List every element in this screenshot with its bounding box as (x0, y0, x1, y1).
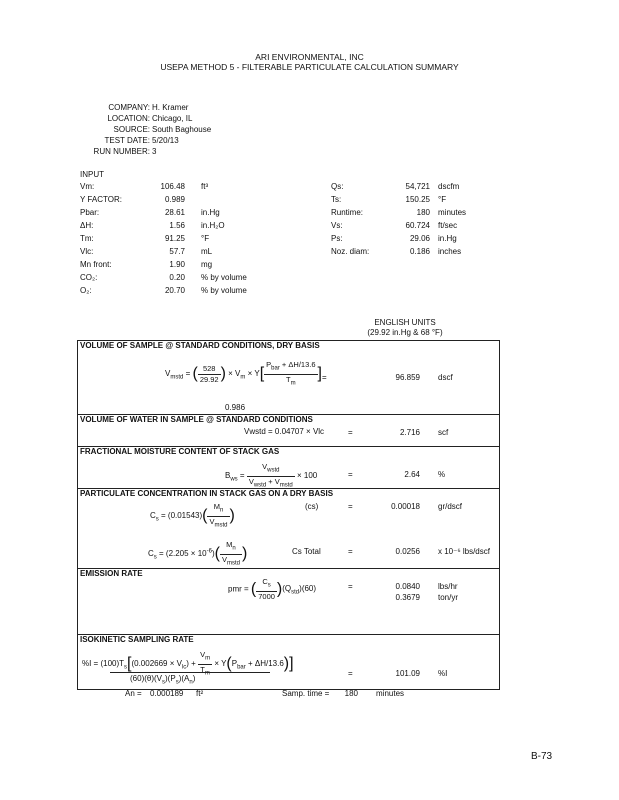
input-unit: °F (201, 234, 210, 243)
input-heading: INPUT (80, 170, 104, 179)
vol-water-value: 2.716 (399, 428, 420, 437)
sample-time-value: 180 (344, 689, 358, 698)
input-unit: in.H₂O (201, 221, 225, 230)
particulate-row2-label: Cs Total (292, 547, 321, 556)
input-value: 91.25 (164, 234, 185, 243)
input-label: Y FACTOR: (80, 195, 122, 204)
particulate-row2-value: 0.0256 (395, 547, 420, 556)
input-label: Runtime: (331, 208, 364, 217)
input-label: Pbar: (80, 208, 100, 217)
particulate-formula-1: $C_s = (0.01543)$( $\frac{M_n}{V_{mstd}}$ ) (150, 502, 235, 528)
input-value: 1.56 (169, 221, 185, 230)
input-label: Qs: (331, 182, 344, 191)
vol-std-unit: dscf (438, 373, 453, 382)
isokinetic-formula: $\%I = (100)T_s[(0.002669 \times V_{lc})$ + $\frac{V_m}{T_m}$ × $Y(P_{bar} + \Delta H/13.6)$] (82, 650, 294, 676)
units-header-line1: ENGLISH UNITS (374, 318, 436, 327)
isokinetic-unit: %I (438, 669, 448, 678)
particulate-row1-value: 0.00018 (391, 502, 420, 511)
input-value: 150.25 (405, 195, 430, 204)
input-label: Vm: (80, 182, 95, 191)
sample-time-label: Samp. time = (282, 689, 330, 698)
input-unit: inches (438, 247, 462, 256)
input-value: 28.61 (164, 208, 185, 217)
input-unit: ft/sec (438, 221, 458, 230)
input-value: 0.186 (409, 247, 430, 256)
input-value: 60.724 (405, 221, 430, 230)
vol-water-unit: scf (438, 428, 449, 437)
input-unit: dscfm (438, 182, 460, 191)
moisture-value: 2.64 (404, 470, 420, 479)
nozzle-area-label: An = (125, 689, 142, 698)
source-value: South Baghouse (152, 125, 212, 134)
input-unit: ft³ (201, 182, 209, 191)
isokinetic-value: 101.09 (395, 669, 420, 678)
input-unit: °F (438, 195, 447, 204)
vol-std-value: 96.859 (395, 373, 420, 382)
input-label: Vlc: (80, 247, 94, 256)
particulate-formula-2: $C_s = (2.205 \times 10^{-6})$( $\frac{M_n}{V_{mstd}}$ ) (148, 540, 248, 566)
location-value: Chicago, IL (152, 114, 193, 123)
emission-value-2: 0.3679 (395, 593, 420, 602)
input-label: Mn front: (80, 260, 112, 269)
test-date-label: TEST DATE: (104, 136, 150, 145)
vol-water-formula: Vwstd = 0.04707 × Vlc (244, 427, 325, 436)
input-unit: minutes (438, 208, 467, 217)
moisture-formula: $B_{ws}$ = $\frac{V_{wstd}}{V_{wstd} + V_{mstd}}$ × 100 (225, 462, 318, 488)
company-label: COMPANY: (108, 103, 150, 112)
location-label: LOCATION: (107, 114, 150, 123)
particulate-title: PARTICULATE CONCENTRATION IN STACK GAS ON A DRY BASIS (80, 489, 334, 498)
run-number-value: 3 (152, 147, 157, 156)
vol-water-title: VOLUME OF WATER IN SAMPLE @ STANDARD CONDITIONS (80, 415, 313, 424)
vol-std-note: 0.986 (225, 403, 246, 412)
company-name: ARI ENVIRONMENTAL, INC (255, 52, 364, 62)
emission-unit-2: ton/yr (438, 593, 459, 602)
input-value: 106.48 (160, 182, 185, 191)
input-value: 0.20 (169, 273, 185, 282)
source-label: SOURCE: (113, 125, 150, 134)
particulate-row2-unit: x 10⁻⁶ lbs/dscf (438, 547, 490, 556)
isokinetic-title: ISOKINETIC SAMPLING RATE (80, 635, 194, 644)
input-value: 1.90 (169, 260, 185, 269)
units-header-line2: (29.92 in.Hg & 68 °F) (367, 328, 443, 337)
particulate-row1-unit: gr/dscf (438, 502, 463, 511)
input-label: CO₂: (80, 273, 98, 282)
moisture-unit: % (438, 470, 446, 479)
input-unit: % by volume (201, 273, 247, 282)
emission-value-1: 0.0840 (395, 582, 420, 591)
input-label: Vs: (331, 221, 343, 230)
input-label: Ps: (331, 234, 343, 243)
input-unit: mL (201, 247, 213, 256)
isokinetic-denominator: $(60)(\theta)(V_s)(P_s)(A_n)$ (130, 674, 196, 686)
input-unit: mg (201, 260, 213, 269)
input-label: ΔH: (80, 221, 94, 230)
input-value: 29.06 (409, 234, 430, 243)
emission-unit-1: lbs/hr (438, 582, 458, 591)
input-unit: % by volume (201, 286, 247, 295)
nozzle-area-value: 0.000189 (150, 689, 184, 698)
input-label: Ts: (331, 195, 342, 204)
input-value: 54,721 (405, 182, 430, 191)
run-number-label: RUN NUMBER: (93, 147, 150, 156)
vol-std-title: VOLUME OF SAMPLE @ STANDARD CONDITIONS, DRY BASIS (80, 341, 320, 350)
emission-title: EMISSION RATE (80, 569, 143, 578)
report-title: USEPA METHOD 5 - FILTERABLE PARTICULATE CALCULATION SUMMARY (160, 62, 459, 72)
input-value: 57.7 (169, 247, 185, 256)
vol-std-formula: $V_{mstd}$ = ( $\frac{528}{29.92}$ ) × $V_m \times Y$[ $\frac{P_{bar} + \Delta H/13.6}{T_m}$ ] (165, 360, 322, 386)
input-label: O₂: (80, 286, 92, 295)
input-label: Noz. diam: (331, 247, 370, 256)
input-value: 0.989 (164, 195, 185, 204)
input-unit: in.Hg (201, 208, 220, 217)
company-value: H. Kramer (152, 103, 189, 112)
input-value: 180 (416, 208, 430, 217)
input-value: 20.70 (164, 286, 185, 295)
moisture-title: FRACTIONAL MOISTURE CONTENT OF STACK GAS (80, 447, 280, 456)
page-number: B-73 (531, 751, 553, 762)
test-date-value: 5/20/13 (152, 136, 179, 145)
emission-formula: pmr = ( $\frac{C_s}{7000}$ )$(Q_{std})(60)$ (228, 577, 317, 601)
particulate-row1-label: (cs) (305, 502, 319, 511)
nozzle-area-unit: ft² (196, 689, 204, 698)
input-unit: in.Hg (438, 234, 457, 243)
input-label: Tm: (80, 234, 94, 243)
sample-time-unit: minutes (376, 689, 405, 698)
